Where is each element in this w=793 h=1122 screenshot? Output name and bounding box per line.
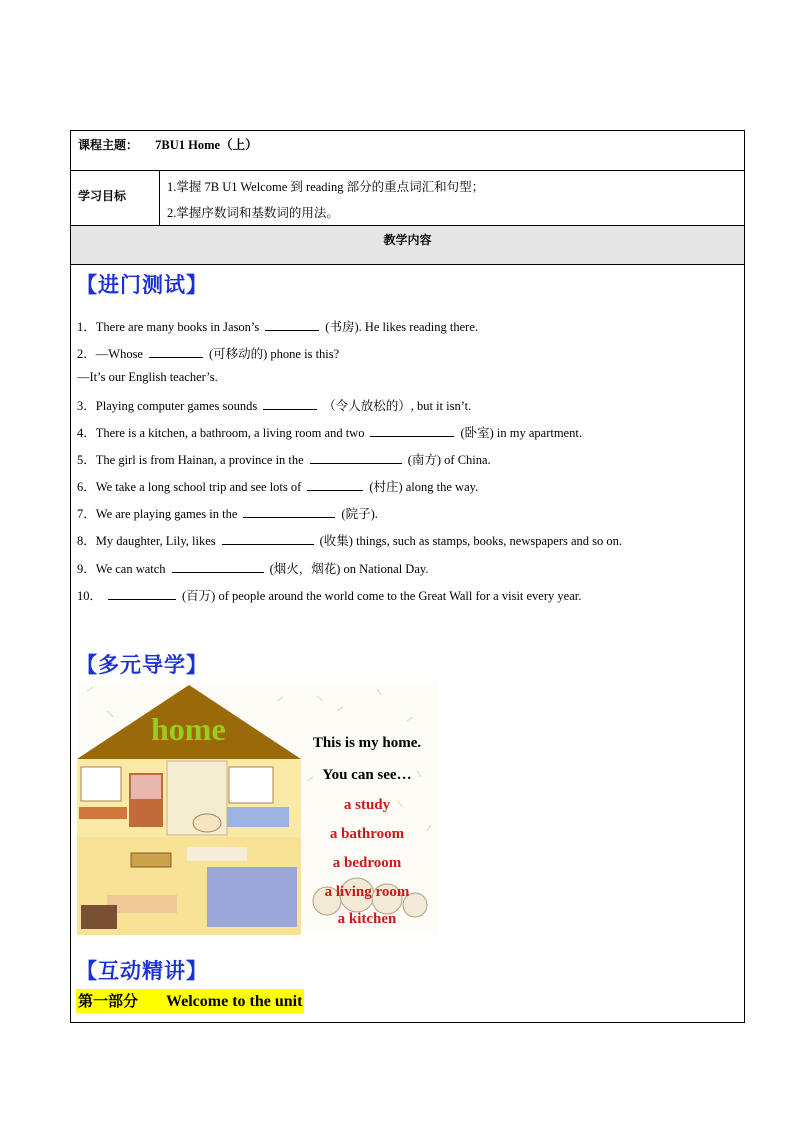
goal-item: 2.掌握序数词和基数词的用法。 [167, 206, 339, 220]
room-label: a bathroom [329, 826, 405, 842]
answer-blank[interactable] [172, 561, 264, 573]
question-text-after: (南方) of China. [407, 453, 491, 467]
question-item [77, 317, 478, 335]
caption-line2: You can see… [322, 767, 412, 783]
question-item [77, 586, 581, 604]
kitchen-counter [207, 867, 297, 927]
entry-test-heading: 【进门测试】 [76, 273, 208, 297]
guided-study-heading: 【多元导学】 [76, 653, 208, 677]
content-header-row [71, 226, 744, 265]
question-text-before: —Whose [95, 347, 143, 361]
question-text-after: (烟火，烟花) on National Day. [269, 562, 429, 576]
goals-row [71, 171, 744, 226]
answer-blank[interactable] [108, 588, 176, 600]
part-label: 第一部分 [78, 992, 139, 1010]
question-text-before: My daughter, Lily, likes [95, 534, 216, 548]
room-label: a bedroom [332, 855, 402, 871]
question-number: 3． [77, 399, 96, 413]
question-item [77, 504, 378, 522]
home-illustration [77, 681, 437, 935]
question-number: 8． [77, 534, 96, 548]
question-text-after: (收集) things, such as stamps, books, newspapers and so on. [319, 534, 623, 548]
lesson-sheet [70, 130, 745, 1023]
sofa [107, 895, 177, 913]
question-text-before: There are many books in Jason’s [95, 320, 260, 334]
question-text-after: (院子). [341, 507, 378, 521]
topic-value: 7BU1 Home（上） [155, 138, 258, 152]
goal-item: 1.掌握 7B U1 Welcome 到 reading 部分的重点词汇和句型； [167, 180, 485, 194]
painting [131, 853, 171, 867]
question-text-before: We are playing games in the [95, 507, 238, 521]
question-text-before: There is a kitchen, a bathroom, a living room and two [95, 426, 365, 440]
question-text-after: (村庄) along the way. [369, 480, 479, 494]
question-text-before: We can watch [95, 562, 166, 576]
question-item [77, 344, 339, 362]
question-text-after: (百万) of people around the world come to the Great Wall for a visit every year. [182, 589, 582, 603]
question-number: 5． [77, 453, 96, 467]
question-item [77, 423, 582, 441]
question-text-before: We take a long school trip and see lots of [95, 480, 302, 494]
question-text-before: —It’s our English teacher’s. [77, 370, 218, 384]
question-text-before: Playing computer games sounds [95, 399, 258, 413]
goals-label: 学习目标 [71, 171, 160, 225]
interactive-heading: 【互动精讲】 [76, 959, 208, 983]
answer-blank[interactable] [149, 346, 203, 358]
question-item [77, 370, 218, 385]
kitchen-tiles [187, 847, 247, 861]
answer-blank[interactable] [265, 319, 319, 331]
caption-line1: This is my home. [312, 735, 422, 751]
goals-list [167, 174, 484, 226]
window [229, 767, 273, 803]
question-number: 4． [77, 426, 96, 440]
answer-blank[interactable] [307, 479, 363, 491]
room-label: a kitchen [337, 911, 397, 927]
question-text-after: (可移动的) phone is this? [208, 347, 340, 361]
answer-blank[interactable] [310, 452, 402, 464]
question-text-after: (书房). He likes reading there. [325, 320, 479, 334]
question-item [77, 559, 428, 577]
answer-blank[interactable] [243, 506, 335, 518]
desk [79, 807, 127, 819]
toilet [193, 814, 221, 832]
part-one-banner [76, 989, 304, 1013]
question-text-after: (卧室) in my apartment. [460, 426, 582, 440]
room-label: a living room [324, 884, 410, 900]
answer-blank[interactable] [222, 533, 314, 545]
topic-label: 课程主题： [78, 138, 139, 152]
window [81, 767, 121, 801]
question-number: 2． [77, 347, 96, 361]
tv [81, 905, 117, 929]
question-item [77, 531, 622, 549]
question-number: 7． [77, 507, 96, 521]
answer-blank[interactable] [263, 398, 317, 410]
question-text-before: The girl is from Hainan, a province in the [95, 453, 304, 467]
question-number: 10． [77, 589, 103, 603]
question-item [77, 450, 491, 468]
part-title: Welcome to the unit [166, 993, 303, 1010]
question-number: 1． [77, 320, 96, 334]
bed [227, 807, 289, 827]
topic-row [71, 131, 744, 171]
question-item [77, 396, 471, 414]
question-number: 6． [77, 480, 96, 494]
question-text-after: （令人放松的）, but it isn’t. [323, 399, 472, 413]
books [131, 775, 161, 799]
question-item [77, 477, 478, 495]
question-number: 9． [77, 562, 96, 576]
room-label: a study [343, 797, 391, 813]
content-label: 教学内容 [383, 233, 432, 247]
roof-word: home [151, 711, 226, 747]
answer-blank[interactable] [370, 425, 454, 437]
